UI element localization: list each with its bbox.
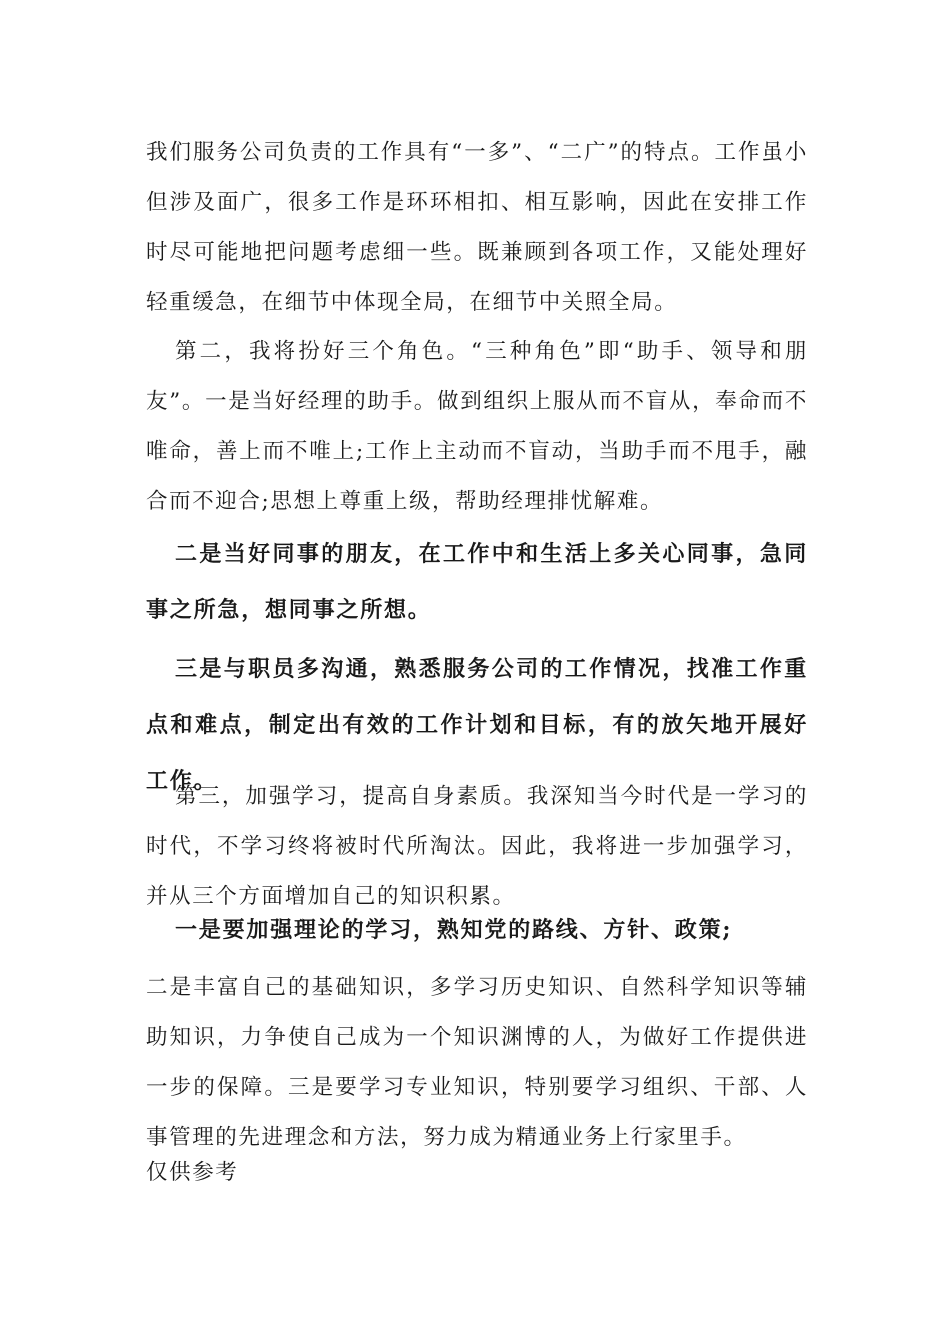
paragraph-colleague-friend: 二是当好同事的朋友，在工作中和生活上多关心同事，急同事之所急，想同事之所想。: [146, 541, 808, 623]
paragraph-work-characteristics: 我们服务公司负责的工作具有“一多”、“二广”的特点。工作虽小但涉及面广，很多工作是环环相扣、相互影响，因此在安排工作时尽可能地把问题考虑细一些。既兼顾到各项工作，又能处理好轻重缓急，在细节中体现全局，在细节中关照全局。: [146, 140, 808, 315]
paragraph-strengthen-learning: 第三，加强学习，提高自身素质。我深知当今时代是一学习的时代，不学习终将被时代所淘汰。因此，我将进一步加强学习，并从三个方面增加自己的知识积累。: [146, 784, 808, 909]
paragraph-theory-learning: 一是要加强理论的学习，熟知党的路线、方针、政策;: [175, 917, 733, 943]
paragraph-communicate-staff: 三是与职员多沟通，熟悉服务公司的工作情况，找准工作重点和难点，制定出有效的工作计划和目标，有的放矢地开展好工作。: [146, 656, 808, 794]
paragraph-three-roles: 第二，我将扮好三个角色。“三种角色”即“助手、领导和朋友”。一是当好经理的助手。做到组织上服从而不盲从，奉命而不唯命，善上而不唯上;工作上主动而不盲动，当助手而不甩手，融合而不迎合;思想上尊重上级，帮助经理排忧解难。: [146, 339, 808, 514]
reference-note: 仅供参考: [146, 1160, 239, 1185]
paragraph-basic-knowledge: 二是丰富自己的基础知识，多学习历史知识、自然科学知识等辅助知识，力争使自己成为一个知识渊博的人，为做好工作提供进一步的保障。三是要学习专业知识，特别要学习组织、干部、人事管理的先进理念和方法，努力成为精通业务上行家里手。: [146, 975, 808, 1150]
